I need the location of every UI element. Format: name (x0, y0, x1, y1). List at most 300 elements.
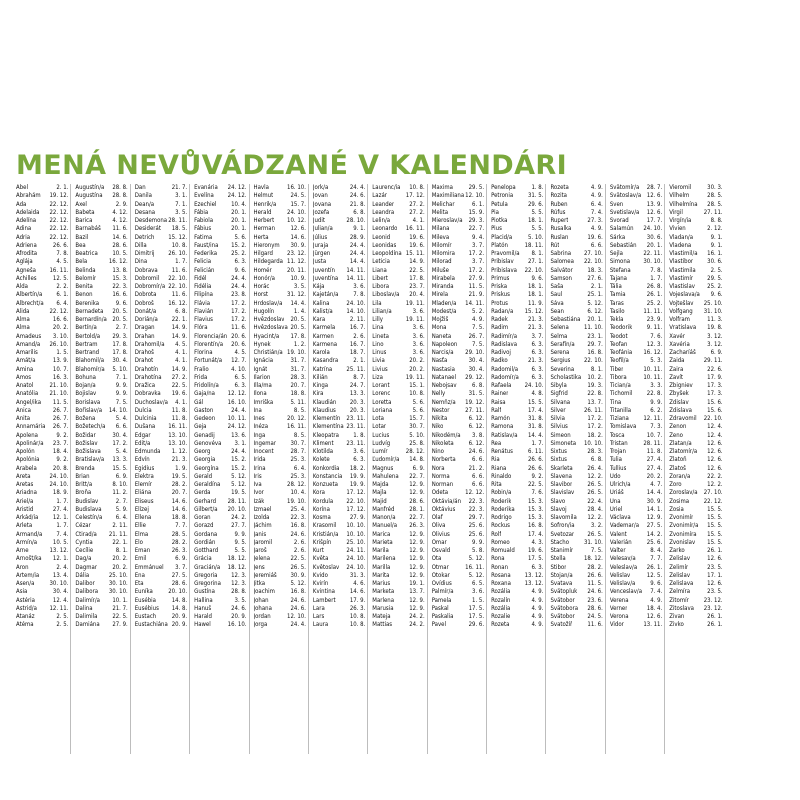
name-label: Hugolín (253, 307, 275, 315)
name-date: 24. 2. (409, 613, 425, 620)
name-entry (16, 423, 68, 431)
name-entry (372, 234, 424, 242)
name-label: Ingemar (253, 439, 277, 447)
name-entry (254, 316, 306, 324)
name-entry (16, 258, 68, 266)
name-entry (135, 366, 187, 374)
name-entry (372, 209, 424, 217)
name-label: Bohuna (75, 373, 96, 381)
name-date: 15. 6. (707, 398, 723, 406)
name-label: Budislava (75, 505, 102, 513)
name-label: Zdislava (669, 406, 692, 414)
name-entry (491, 514, 543, 522)
name-column (432, 184, 487, 754)
name-label: Dobravka (134, 390, 161, 398)
name-date: 25. 6. (468, 530, 485, 538)
name-entry (491, 324, 543, 332)
name-entry (194, 192, 246, 200)
name-entry (75, 572, 127, 580)
name-date: 3. 7. (472, 241, 485, 249)
name-label: Zenon (669, 423, 687, 431)
name-date: 20. 1. (231, 208, 247, 216)
name-date: 24. 12. (227, 192, 247, 200)
name-entry (550, 357, 602, 365)
name-date: 7. 7. (175, 522, 188, 530)
name-label: Alda (16, 283, 28, 290)
name-entry (194, 407, 246, 415)
name-date: 26. 8. (646, 283, 663, 290)
name-date: 24. 6. (290, 604, 306, 612)
name-date: 20. 5. (290, 316, 306, 323)
name-date: 23. 12. (703, 604, 723, 612)
name-label: Zvonislav (669, 538, 696, 546)
name-label: Cecílie (75, 547, 94, 554)
name-column (372, 184, 427, 754)
name-date: 20. 2. (112, 563, 128, 571)
name-date: 3. 2. (590, 522, 603, 530)
name-label: Majda (372, 481, 389, 488)
name-date: 8. 1. (531, 250, 544, 257)
name-entry (254, 184, 306, 192)
name-label: Titanilla (609, 406, 632, 414)
name-label: Majla (372, 489, 387, 497)
name-label: Lineta (372, 332, 389, 340)
name-label: Dan (134, 184, 146, 191)
name-entry (254, 489, 306, 497)
name-date: 8. 5. (293, 431, 306, 439)
name-entry (135, 448, 187, 456)
name-entry (254, 588, 306, 596)
name-entry (75, 506, 127, 514)
name-date: 12. 9. (409, 596, 425, 604)
name-label: Rona (491, 555, 505, 563)
name-entry (313, 597, 365, 605)
name-label: Judit (312, 217, 325, 224)
name-entry (491, 613, 543, 621)
name-entry (194, 201, 246, 209)
name-date: 4. 9. (531, 604, 544, 612)
name-date: 25. 6. (468, 522, 485, 530)
name-date: 19. 10. (287, 497, 306, 505)
name-label: Rozeta (550, 184, 569, 191)
name-label: Tosca (609, 431, 625, 439)
name-entry (491, 390, 543, 398)
name-date: 28. 2. (171, 481, 188, 488)
name-label: Zvonimíra (669, 530, 697, 538)
name-date: 17. 12. (405, 192, 425, 200)
name-date: 28. 3. (290, 373, 306, 381)
name-date: 22. 4. (587, 497, 603, 505)
name-label: Pavel (431, 621, 446, 629)
name-date: 24. 10. (49, 472, 69, 480)
name-entry (75, 234, 127, 242)
name-date: 25. 2. (707, 283, 723, 290)
name-entry (254, 382, 306, 390)
name-date: 13. 12. (49, 547, 69, 554)
name-entry (550, 324, 602, 332)
name-entry (75, 498, 127, 506)
name-date: 14. 4. (528, 431, 544, 439)
name-label: Rafaela (491, 382, 512, 389)
name-label: Kinga (312, 382, 329, 389)
name-entry (75, 448, 127, 456)
name-date: 6. 3. (234, 382, 247, 389)
name-entry (491, 481, 543, 489)
name-date: 11. 12. (287, 258, 306, 266)
name-date: 17. 3. (707, 390, 723, 398)
name-label: Tina (609, 398, 622, 406)
name-label: Bratislav/a (75, 456, 105, 464)
name-date: 6. 8. (175, 307, 188, 315)
name-entry (75, 267, 127, 275)
name-entry (669, 217, 722, 225)
name-date: 18. 11. (524, 241, 544, 249)
name-label: Edvín (134, 456, 150, 464)
name-label: Roderika (491, 505, 515, 513)
name-date: 21. 3. (528, 324, 544, 332)
name-date: 12. 9. (409, 538, 425, 546)
name-entry (75, 382, 127, 390)
name-date: 5. 4. (115, 415, 128, 422)
name-entry (372, 283, 424, 291)
name-entry (491, 407, 543, 415)
name-label: Scholastika (550, 373, 582, 381)
name-date: 17. 12. (346, 489, 366, 497)
name-entry (372, 555, 424, 563)
name-date: 26. 10. (168, 250, 188, 257)
name-entry (372, 415, 424, 423)
name-date: 1. 9. (175, 464, 188, 472)
name-entry (432, 234, 484, 242)
name-label: Blahomil/a (75, 357, 104, 365)
name-entry (550, 308, 602, 316)
name-date: 28. 11. (227, 497, 247, 505)
name-entry (16, 539, 68, 547)
name-label: Eta (134, 580, 144, 587)
name-label: Areta (16, 472, 31, 480)
name-date: 22. 12. (49, 307, 69, 315)
name-label: Simeon (550, 431, 571, 439)
name-date: 2. 1. (590, 283, 603, 290)
name-entry (194, 597, 246, 605)
name-label: Kvido (312, 571, 328, 579)
name-label: Astrid/a (16, 604, 37, 612)
name-date: 22. 10. (583, 357, 603, 365)
name-label: Kajetán/a (312, 291, 339, 299)
name-label: Teodorik (609, 324, 633, 332)
name-entry (75, 217, 127, 225)
name-date: 7. 5. (472, 324, 485, 332)
name-entry (313, 333, 365, 341)
name-entry (669, 333, 722, 341)
name-label: Protus (491, 299, 508, 307)
name-entry (16, 456, 68, 464)
name-date: 15. 2. (231, 464, 247, 472)
name-date: 16. 12. (643, 349, 663, 356)
name-entry (135, 597, 187, 605)
name-entry (194, 357, 246, 365)
name-entry (669, 564, 722, 572)
name-label: Silvia (550, 415, 565, 422)
name-entry (610, 531, 662, 539)
name-entry (432, 184, 484, 192)
name-label: Drahotína (134, 373, 162, 381)
name-date: 29. 5. (707, 274, 723, 282)
name-date: 2. 1. (56, 184, 69, 191)
name-entry (75, 201, 127, 209)
name-label: Pravomil/a (491, 250, 520, 257)
name-label: Tibora (609, 373, 627, 381)
name-date: 9. 2. (56, 431, 69, 439)
name-entry (669, 349, 722, 357)
name-label: Genovéva (194, 439, 222, 447)
name-entry (16, 448, 68, 456)
name-entry (432, 300, 484, 308)
name-entry (372, 547, 424, 555)
name-label: Amand/a (16, 340, 41, 348)
name-date: 1. 5. (472, 596, 485, 604)
name-label: Dorián/a (134, 316, 158, 323)
name-label: Šalamún (609, 225, 634, 233)
name-label: Bea (75, 241, 86, 249)
name-label: Rolf (491, 530, 502, 538)
name-date: 29. 3. (468, 217, 485, 224)
name-date: 6. 3. (531, 365, 544, 373)
name-entry (610, 184, 662, 192)
name-label: Veleslav/a (609, 563, 638, 571)
name-label: Amos (16, 373, 32, 381)
name-label: Korína (312, 505, 330, 513)
name-date: 28. 1. (409, 505, 425, 513)
name-entry (254, 539, 306, 547)
name-date: 4. 1. (175, 398, 188, 406)
name-date: 15. 5. (707, 514, 723, 521)
name-date: 4. 12. (112, 217, 128, 224)
name-date: 14. 11. (465, 299, 485, 307)
name-date: 12. 1. (52, 555, 69, 563)
name-label: Tullius (609, 464, 627, 472)
name-date: 22. 12. (703, 497, 723, 505)
name-date: 17. 2. (231, 307, 247, 315)
name-label: Radivoj (491, 349, 511, 356)
name-label: Kolete (312, 456, 330, 464)
name-entry (16, 349, 68, 357)
name-label: Detrich (134, 233, 155, 241)
name-entry (610, 275, 662, 283)
name-entry (550, 514, 602, 522)
name-entry (194, 514, 246, 522)
name-label: Kilián (312, 373, 328, 381)
name-date: 28. 8. (112, 192, 128, 200)
name-date: 15. 5. (112, 464, 128, 472)
name-date: 4. 10. (231, 365, 247, 373)
name-date: 6. 4. (115, 514, 128, 521)
name-label: Drahot (134, 357, 154, 365)
name-label: Broňa (75, 489, 92, 497)
name-label: Trojan (609, 448, 626, 455)
name-date: 16. 11. (287, 423, 306, 431)
name-entry (16, 316, 68, 324)
name-entry (669, 588, 722, 596)
name-date: 22. 5. (171, 382, 188, 389)
name-entry (194, 531, 246, 539)
name-date: 9. 6. (115, 299, 128, 307)
name-date: 5. 6. (412, 406, 425, 414)
name-label: Bela (75, 258, 88, 266)
name-label: Dalibor (75, 580, 95, 587)
name-label: Kristián/a (312, 530, 339, 538)
name-label: Serena (550, 349, 570, 356)
name-label: Virgín/ia (669, 217, 692, 224)
name-date: 20. 9. (171, 613, 188, 620)
name-entry (194, 258, 246, 266)
name-date: 22. 12. (49, 225, 69, 233)
name-entry (432, 613, 484, 621)
name-label: Niko (431, 423, 444, 431)
name-label: Flávia (194, 299, 211, 307)
name-entry (254, 357, 306, 365)
name-entry (669, 415, 722, 423)
name-label: Ezechiel (194, 200, 217, 208)
name-label: Faust/ina (194, 241, 219, 249)
name-label: Fortunát/a (194, 357, 223, 365)
name-label: Rockus (491, 522, 510, 530)
name-label: Lumír (372, 448, 388, 455)
name-entry (550, 481, 602, 489)
name-entry (610, 258, 662, 266)
name-label: Rinaldo (491, 472, 512, 480)
name-date: 6. 12. (468, 415, 485, 422)
name-entry (313, 572, 365, 580)
name-entry (550, 209, 602, 217)
name-entry (254, 432, 306, 440)
name-date: 24. 10. (643, 225, 663, 233)
name-entry (313, 324, 365, 332)
name-label: Adina (16, 225, 32, 233)
name-label: Dalina (75, 604, 93, 612)
name-date: 7. 8. (650, 266, 663, 274)
name-entry (432, 217, 484, 225)
name-label: Fidél (194, 274, 207, 282)
name-date: 10. 5. (112, 250, 128, 257)
name-entry (491, 258, 543, 266)
name-entry (432, 605, 484, 613)
name-label: Tulia (609, 456, 622, 464)
name-label: Bernardín/a (75, 316, 107, 323)
name-label: Melita (431, 208, 449, 216)
name-entry (669, 613, 722, 621)
name-date: 11. 5. (52, 398, 69, 406)
name-entry (610, 316, 662, 324)
name-label: Gordana (194, 530, 218, 538)
name-date: 12. 5. (646, 571, 663, 579)
name-label: Božislav (75, 439, 98, 447)
name-date: 15. 5. (707, 522, 723, 530)
name-date: 21. 11. (108, 530, 128, 538)
name-entry (75, 184, 127, 192)
name-date: 19. 11. (405, 316, 425, 323)
name-entry (254, 473, 306, 481)
name-label: Kora (312, 489, 325, 497)
name-date: 15. 3. (112, 274, 128, 282)
name-label: Magnus (372, 464, 394, 472)
name-date: 20. 5. (290, 324, 306, 332)
name-label: Vlastimila (669, 266, 696, 274)
name-entry (491, 588, 543, 596)
name-date: 13. 12. (524, 580, 544, 587)
name-entry (610, 283, 662, 291)
name-entry (610, 605, 662, 613)
name-date: 3. 6. (412, 324, 425, 332)
name-date: 22. 7. (468, 225, 485, 233)
name-entry (432, 489, 484, 497)
name-entry (313, 267, 365, 275)
name-label: Liboslav/a (372, 291, 400, 299)
name-entry (194, 456, 246, 464)
name-date: 19. 12. (465, 398, 485, 406)
name-entry (432, 407, 484, 415)
name-entry (16, 473, 68, 481)
name-label: Platón (491, 241, 508, 249)
name-label: Loretta (372, 398, 392, 406)
name-entry (550, 258, 602, 266)
name-entry (432, 267, 484, 275)
name-label: Penelopa (491, 184, 516, 191)
name-date: 12. 6. (707, 464, 723, 472)
name-entry (432, 316, 484, 324)
name-date: 20. 2. (52, 324, 69, 332)
name-date: 10. 2. (587, 373, 603, 381)
name-date: 24. 4. (349, 241, 366, 249)
name-date: 1. 2. (293, 340, 306, 348)
name-date: 16. 10. (227, 398, 247, 406)
name-date: 1. 7. (56, 497, 69, 505)
name-label: Mirabela (431, 274, 455, 282)
name-entry (75, 539, 127, 547)
name-entry (194, 225, 246, 233)
name-label: Melichar (431, 200, 455, 208)
name-entry (75, 465, 127, 473)
name-label: Jáchim (253, 522, 272, 530)
name-entry (75, 440, 127, 448)
name-label: Gerda (194, 489, 211, 497)
name-label: Konzueta (312, 481, 338, 488)
name-date: 6. 5. (472, 580, 485, 587)
name-label: Dalibora (75, 588, 99, 596)
name-entry (550, 506, 602, 514)
name-date: 17. 8. (112, 340, 128, 348)
name-label: Elo (134, 538, 143, 546)
name-label: Benon (75, 291, 93, 299)
name-date: 9. 9. (115, 382, 128, 389)
name-entry (669, 473, 722, 481)
name-entry (313, 209, 365, 217)
name-entry (610, 234, 662, 242)
name-label: Tomislava (609, 423, 637, 431)
name-date: 24. 4. (349, 250, 366, 257)
name-entry (135, 250, 187, 258)
name-label: Radan/a (491, 307, 514, 315)
name-label: Milorad (431, 258, 452, 266)
name-label: Marila (372, 547, 389, 554)
name-label: Květa (312, 555, 329, 563)
name-label: Sixtus (550, 456, 567, 464)
name-date: 19. 9. (349, 481, 366, 488)
name-date: 30. 7. (409, 423, 425, 431)
name-date: 22. 8. (646, 390, 663, 398)
name-label: Gracián/a (194, 563, 221, 571)
name-date: 14. 11. (346, 274, 366, 282)
